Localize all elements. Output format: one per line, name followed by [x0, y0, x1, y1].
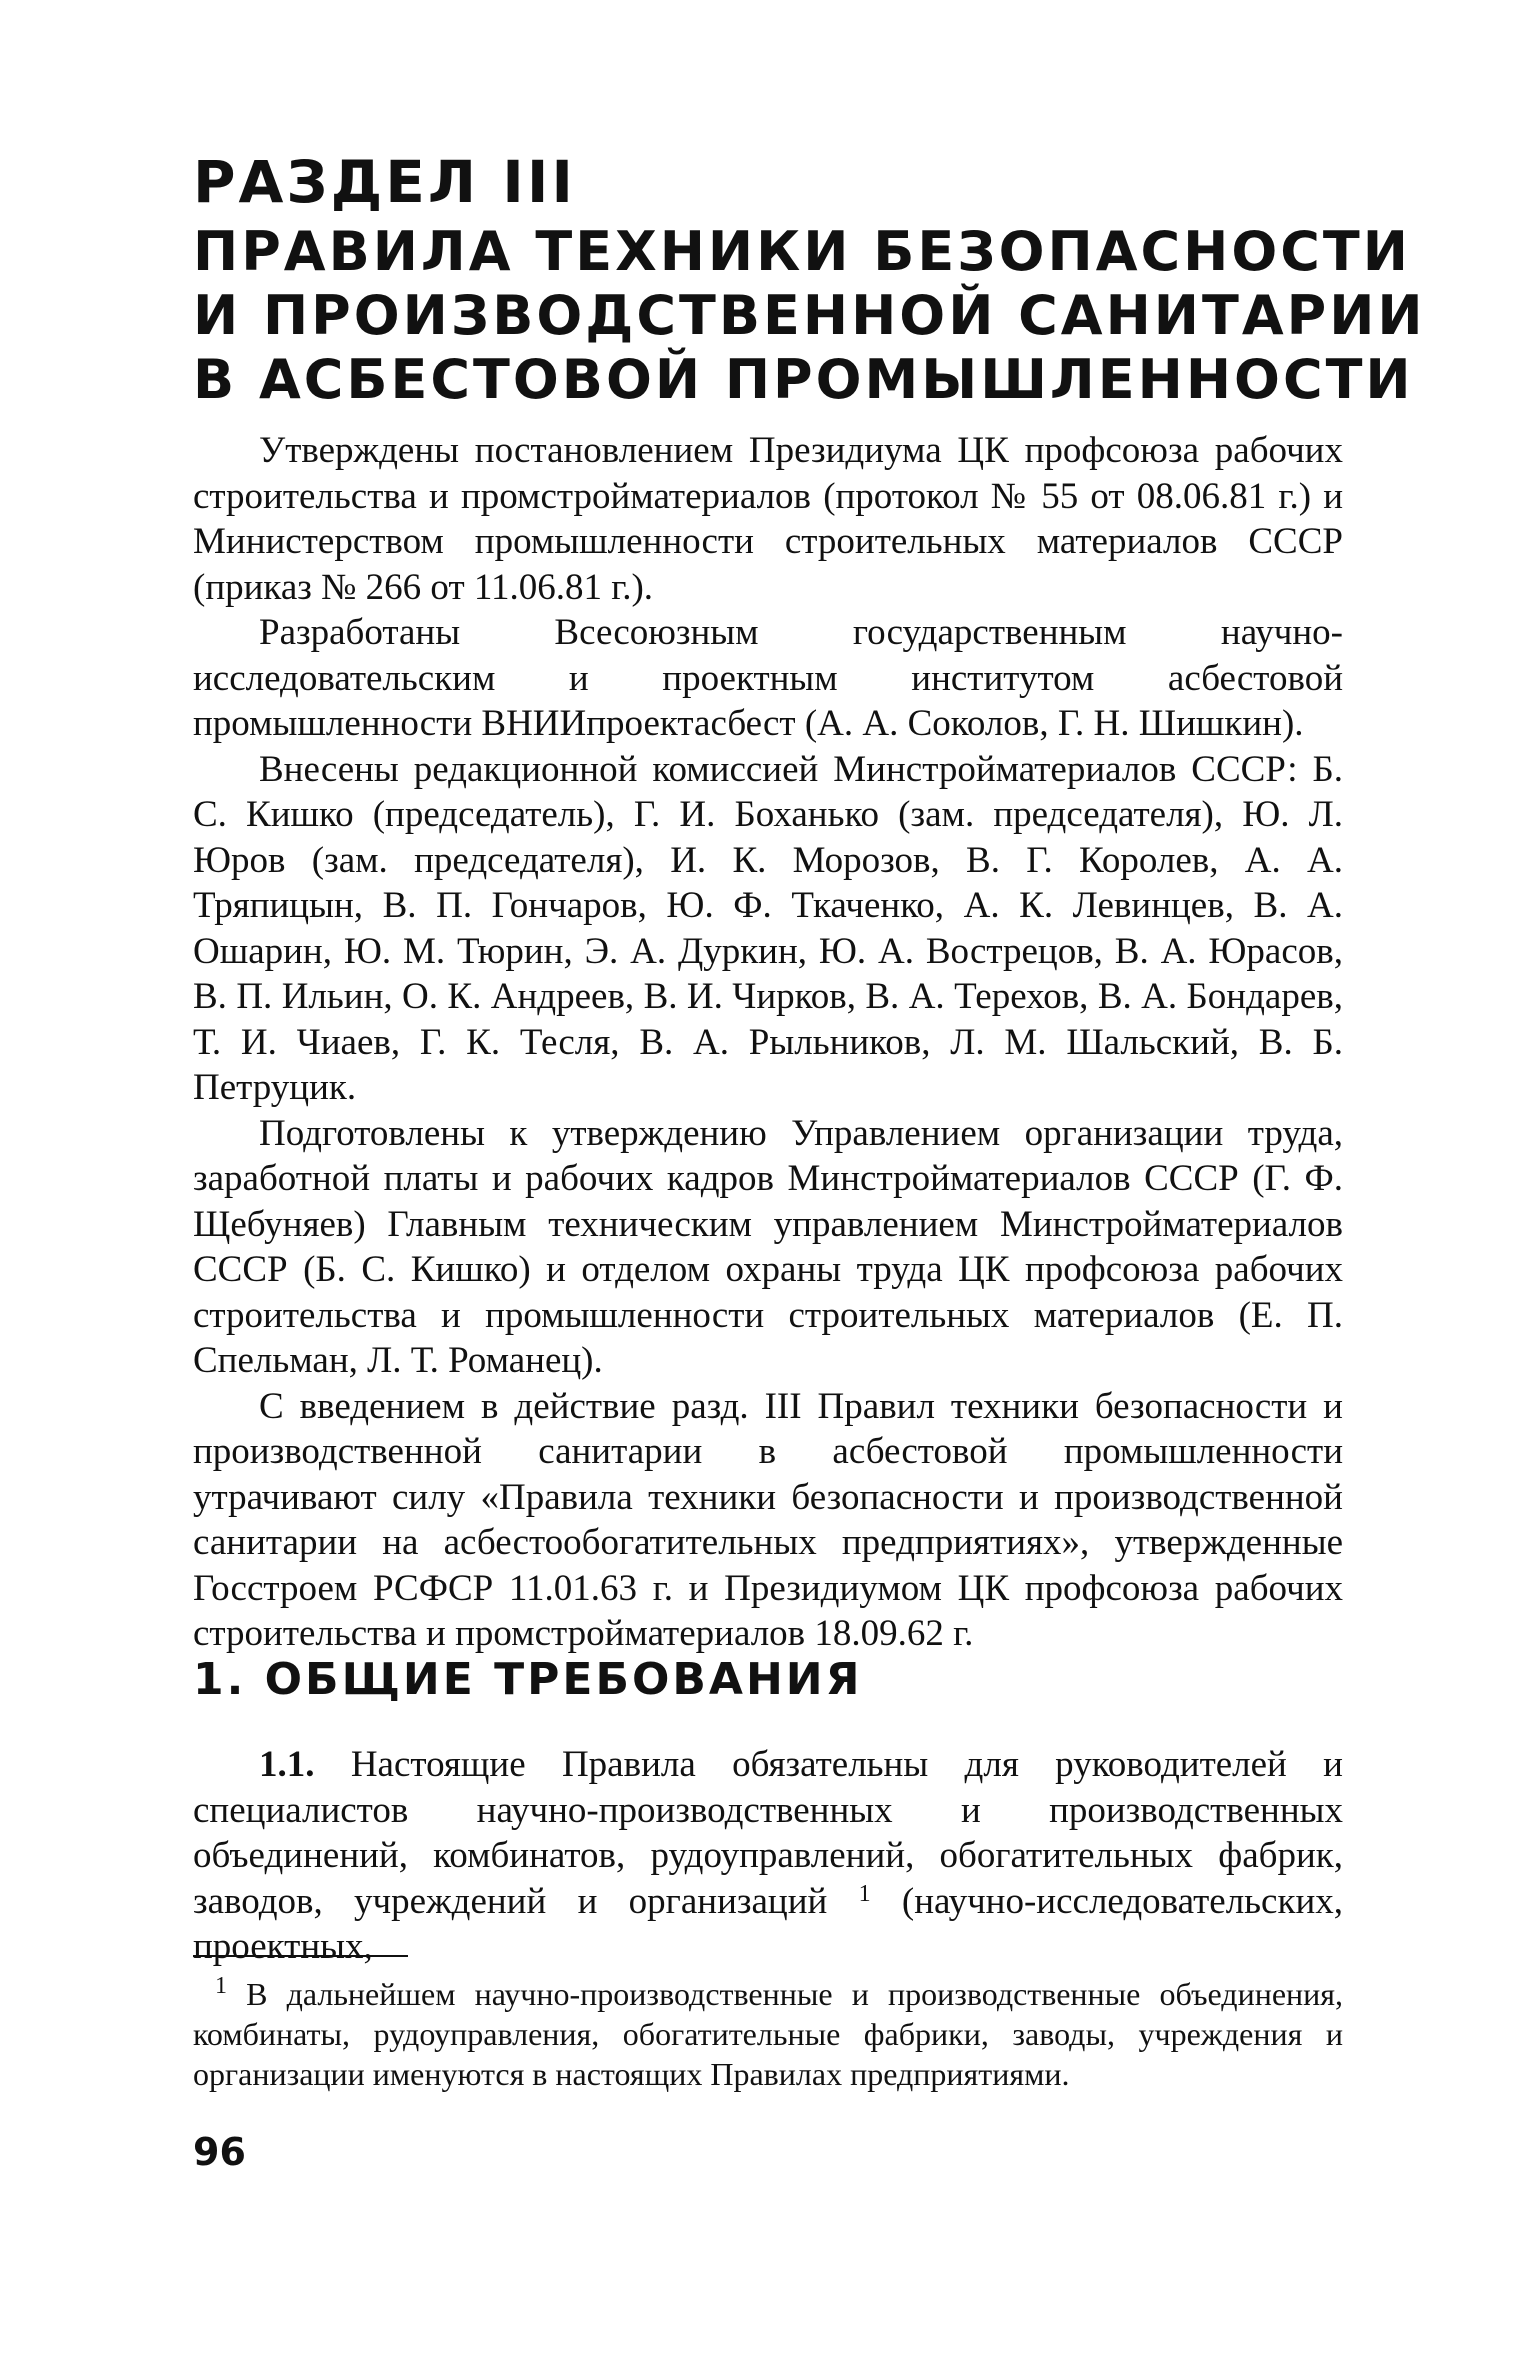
footnote-reference: 1 — [858, 1880, 871, 1907]
approval-paragraph: Утверждены постановлением Президиума ЦК профсоюза рабочих строительства и промстройматериалов (протокол № 55 от 08.06.81 г.) и Министерством промышленности строительных материалов СССР (приказ № 266 от 11.06.81 г.). — [193, 430, 1343, 608]
preparation-paragraph: Подготовлены к утверждению Управлением организации труда, заработной платы и рабочих кадров Минстройматериалов СССР (Г. Ф. Щебуняев) Главным техническим управлением Минстройматериалов СССР (Б. С. Кишко) и отделом охраны труда ЦК профсоюза рабочих строительства и промышленности строительных материалов (Е. П. Спельман, Л. Т. Романец). — [193, 1112, 1343, 1381]
developer-paragraph: Разработаны Всесоюзным государственным научно-исследовательским и проектным институтом асбестовой промышленности ВНИИпроектасбест (А. А. Соколов, Г. Н. Шишкин). — [193, 612, 1343, 744]
footnote — [193, 1974, 1343, 2094]
footnote-divider — [193, 1955, 408, 1957]
chapter-body — [193, 1742, 1343, 1970]
clause-text-continued: (научно-исследовательских, проектных, — [193, 1880, 1343, 1967]
approval-notes — [193, 428, 1343, 1657]
section-title-line: В АСБЕСТОВОЙ ПРОМЫШЛЕННОСТИ — [193, 348, 1414, 411]
supersedes-paragraph: С введением в действие разд. III Правил техники безопасности и производственной санитарии в асбестовой промышленности утрачивают силу «Правила техники безопасности и производственной санитарии на асбестообогатительных предприятиях», утвержденные Госстроем РСФСР 11.01.63 г. и Президиумом ЦК профсоюза рабочих строительства и промстройматериалов 18.09.62 г. — [193, 1385, 1343, 1654]
footnote-text — [193, 1974, 1343, 2094]
section-heading: РАЗДЕЛ III — [193, 148, 576, 216]
clause-1-1 — [193, 1742, 1343, 1970]
footnote-mark: 1 — [215, 1973, 227, 1999]
clause-text: Настоящие Правила обязательны для руководителей и специалистов научно-производственных и производственных объединений, комбинатов, рудоуправлений, обогатительных фабрик, заводов, учреждений и организаций — [193, 1744, 1343, 1922]
section-title — [193, 220, 1426, 412]
chapter-heading: 1. ОБЩИЕ ТРЕБОВАНИЯ — [193, 1654, 863, 1705]
page-number: 96 — [193, 2130, 246, 2174]
clause-number: 1.1. — [259, 1744, 315, 1785]
footnote-body: В дальнейшем научно-производственные и производственные объединения, комбинаты, рудоуправления, обогатительные фабрики, заводы, учреждения и организации именуются в настоящих Правилах предприятиями. — [193, 1976, 1343, 2092]
commission-paragraph: Внесены редакционной комиссией Минстройматериалов СССР: Б. С. Кишко (председатель), Г. И. Боханько (зам. председателя), Ю. Л. Юров (зам. председателя), И. К. Морозов, В. Г. Королев, А. А. Тряпицын, В. П. Гончаров, Ю. Ф. Ткаченко, А. К. Левинцев, В. А. Ошарин, Ю. М. Тюрин, Э. А. Дуркин, Ю. А. Вострецов, В. А. Юрасов, В. П. Ильин, О. К. Андреев, В. И. Чирков, В. А. Терехов, В. А. Бондарев, Т. И. Чиаев, Г. К. Тесля, В. А. Рыльников, Л. М. Шальский, В. Б. Петруцик. — [193, 748, 1343, 1108]
section-title-line: ПРАВИЛА ТЕХНИКИ БЕЗОПАСНОСТИ — [193, 220, 1411, 283]
section-title-line: И ПРОИЗВОДСТВЕННОЙ САНИТАРИИ — [193, 284, 1426, 347]
